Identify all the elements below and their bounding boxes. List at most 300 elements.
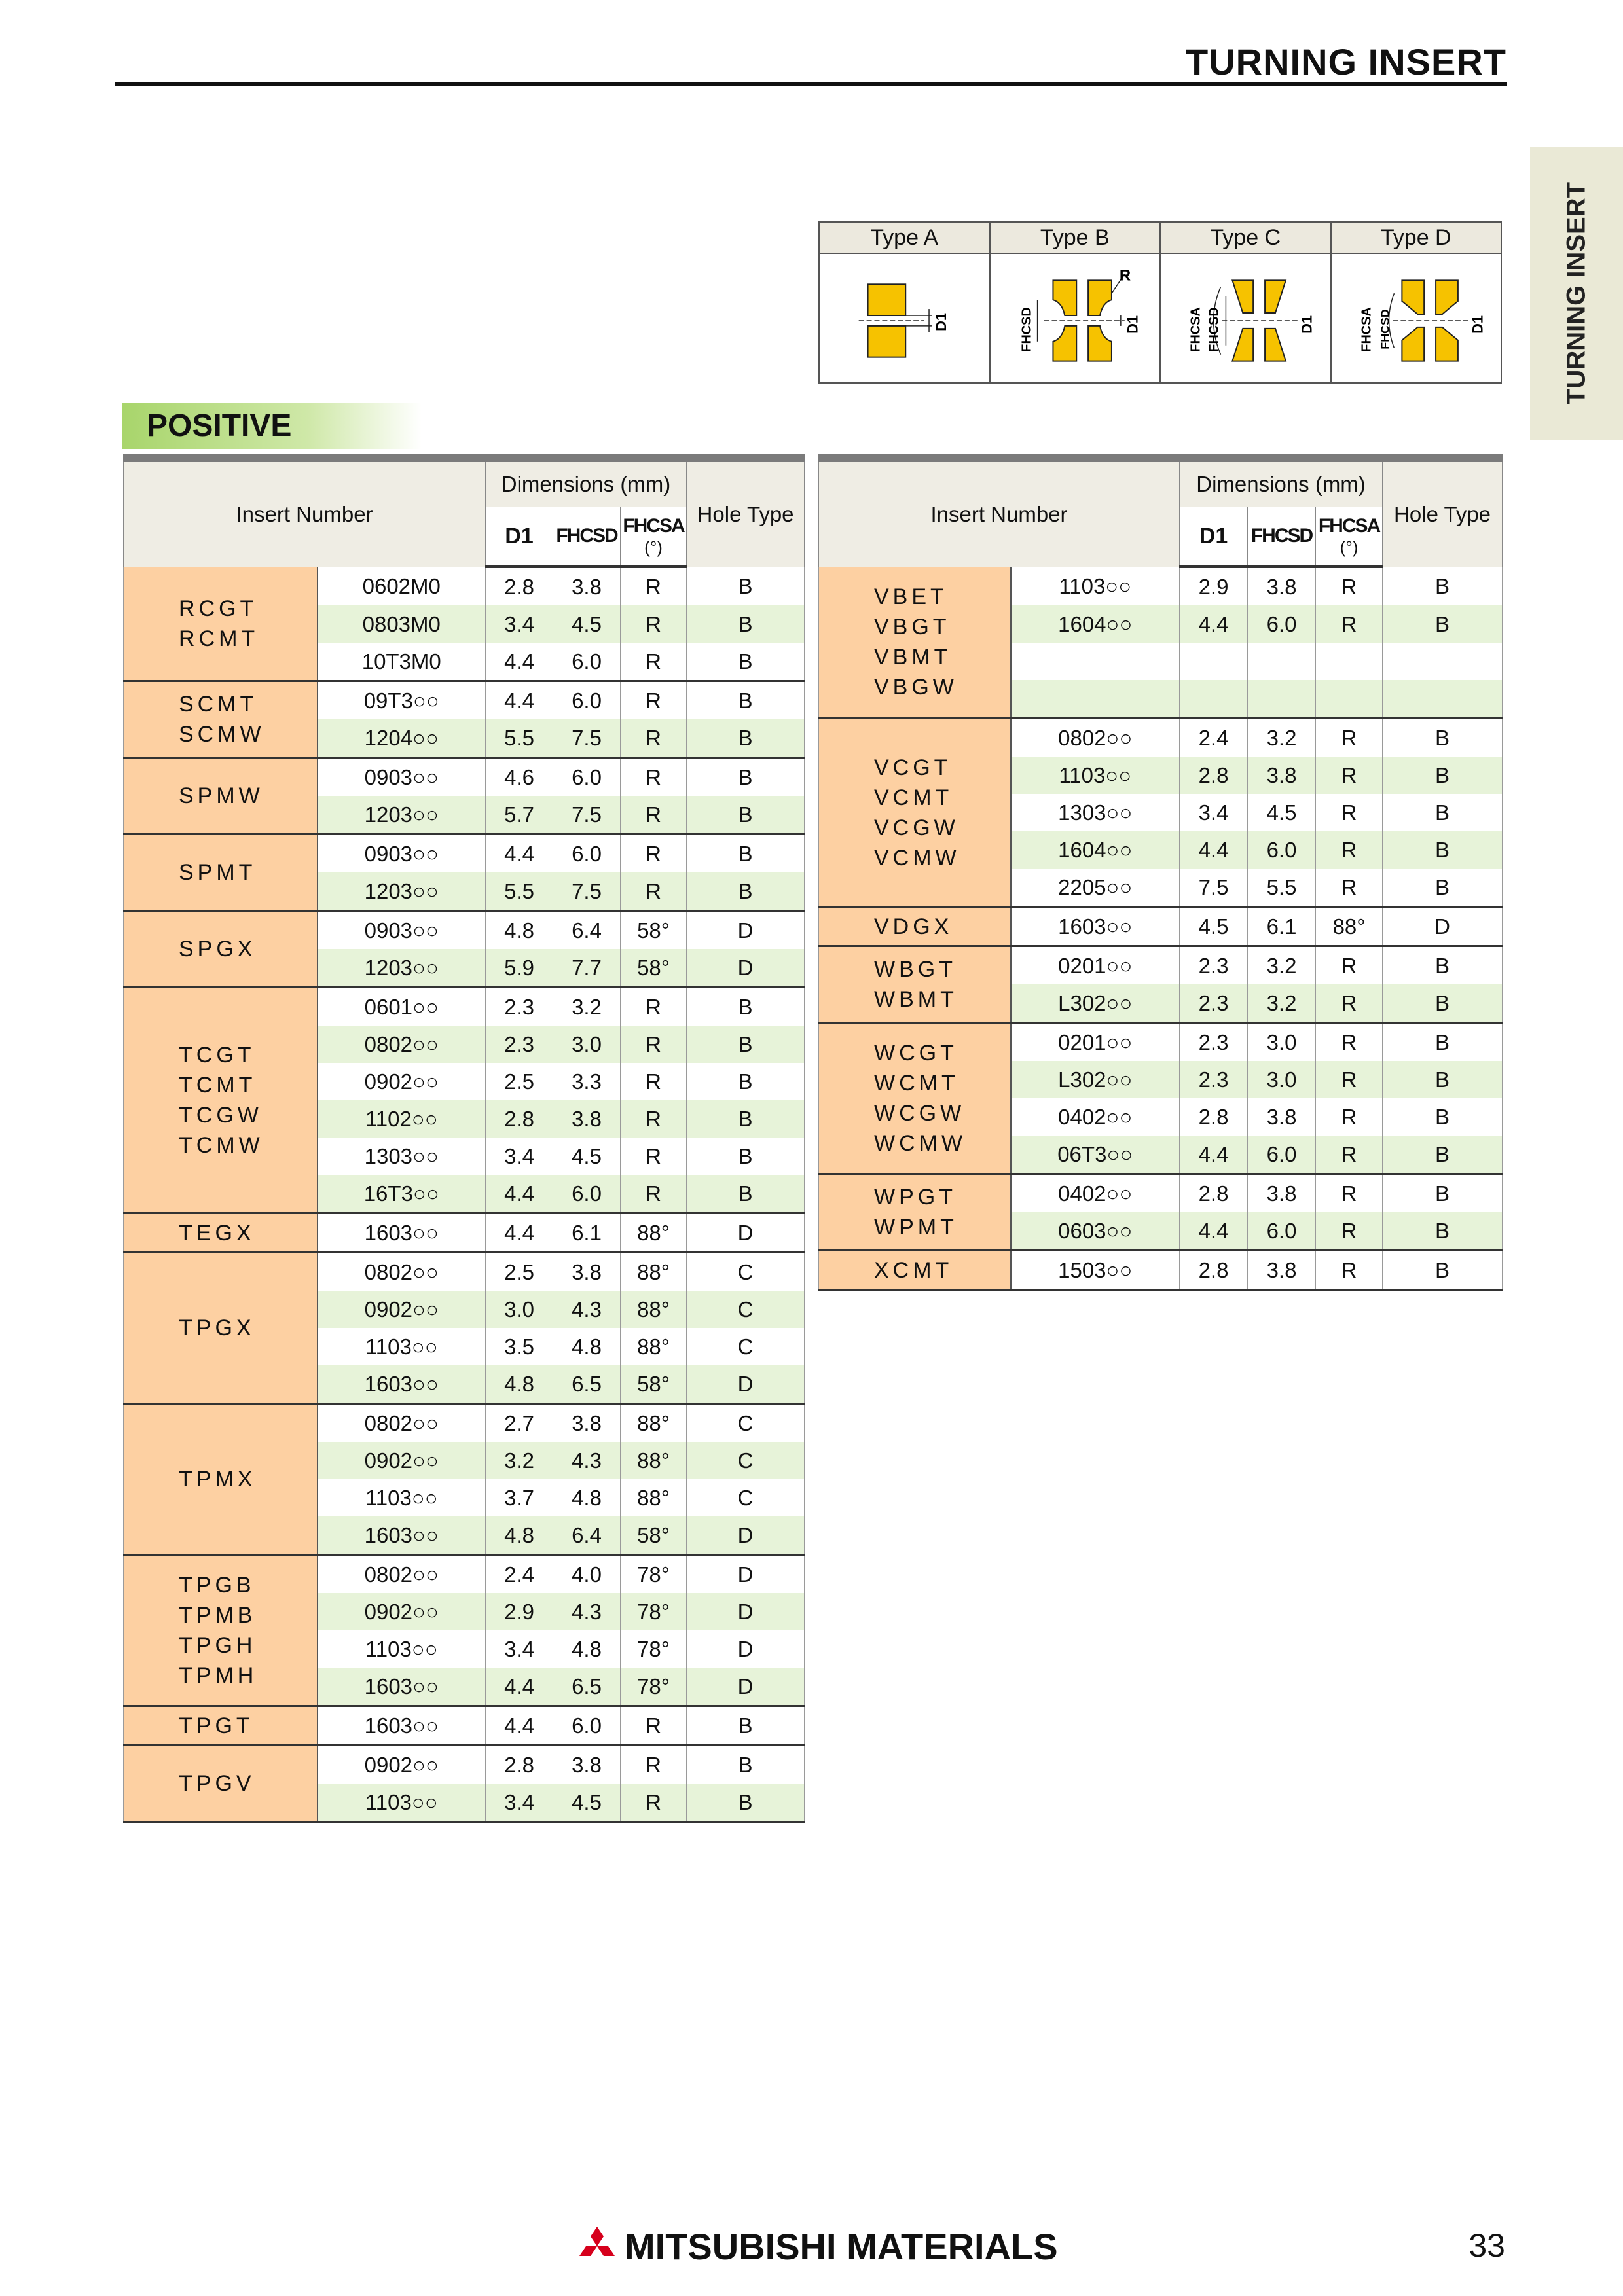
fhcsd-cell: 7.5	[553, 796, 621, 834]
fhcsa-cell: 78°	[621, 1555, 687, 1594]
insert-family-code: VBGW	[874, 675, 958, 700]
insert-family-group	[124, 1555, 805, 1706]
insert-family-cell	[819, 1251, 1011, 1290]
hole-type-cell: D	[687, 949, 805, 988]
d1-cell: 2.7	[486, 1404, 553, 1443]
d1-cell: 2.3	[486, 988, 553, 1026]
fhcsa-cell: R	[1316, 1023, 1383, 1062]
hole-type-cell: D	[687, 1365, 805, 1404]
insert-family-cell	[819, 1174, 1011, 1251]
insert-family-cell	[819, 907, 1011, 946]
mitsubishi-materials-logo	[576, 2225, 1058, 2268]
fhcsd-cell: 4.5	[553, 1784, 621, 1822]
insert-size-cell	[1011, 643, 1180, 680]
d1-cell: 3.4	[486, 605, 553, 643]
hole-type-cell: B	[687, 758, 805, 797]
insert-family-code: WCGT	[874, 1041, 958, 1066]
fhcsa-cell: 88°	[621, 1253, 687, 1291]
logo-text: MITSUBISHI MATERIALS	[625, 2226, 1058, 2267]
insert-family-group	[124, 1746, 805, 1822]
hole-type-d-svg	[1332, 254, 1501, 382]
fhcsd-cell: 6.0	[553, 643, 621, 681]
insert-size-cell: 0201○○	[1011, 946, 1180, 985]
insert-family-code: TCGT	[179, 1043, 255, 1067]
insert-size-cell: 1604○○	[1011, 831, 1180, 869]
hole-type-cell: C	[687, 1328, 805, 1365]
table-row	[124, 1213, 805, 1253]
d1-cell: 4.8	[486, 1516, 553, 1555]
fhcsa-cell: R	[1316, 794, 1383, 831]
fhcsd-cell: 4.3	[553, 1442, 621, 1479]
insert-number-header: Insert Number	[819, 458, 1180, 567]
section-label-positive: POSITIVE	[122, 403, 422, 449]
d1-cell: 4.4	[1180, 1136, 1248, 1174]
hole-type-cell: B	[1383, 794, 1503, 831]
hole-type-cell: D	[687, 1213, 805, 1253]
type-a-label: Type A	[819, 222, 990, 253]
insert-family-code: SPGX	[179, 937, 257, 961]
insert-size-cell: 1303○○	[318, 1138, 486, 1175]
d1-cell: 2.9	[1180, 567, 1248, 605]
fhcsa-cell: 88°	[621, 1442, 687, 1479]
d1-cell: 3.0	[486, 1291, 553, 1328]
insert-size-cell: 0603○○	[1011, 1212, 1180, 1251]
insert-family-group	[819, 1251, 1503, 1290]
insert-size-cell: 1203○○	[318, 949, 486, 988]
d1-cell: 2.4	[1180, 719, 1248, 757]
table-row	[124, 1746, 805, 1784]
d1-cell: 4.4	[486, 681, 553, 720]
insert-family-code: TPGH	[179, 1633, 257, 1658]
insert-size-cell: 0902○○	[318, 1442, 486, 1479]
insert-size-cell: 1103○○	[1011, 757, 1180, 794]
d1-cell: 2.8	[1180, 1251, 1248, 1290]
hole-type-cell: B	[1383, 869, 1503, 907]
fhcsa-header: FHCSA (°)	[621, 507, 687, 567]
fhcsa-cell: R	[1316, 1251, 1383, 1290]
fhcsa-cell: R	[1316, 1061, 1383, 1098]
table-row	[124, 834, 805, 873]
fhcsd-cell: 6.0	[1248, 831, 1316, 869]
hole-type-cell: D	[687, 1555, 805, 1594]
left-insert-table	[123, 454, 805, 1823]
fhcsa-cell: R	[1316, 869, 1383, 907]
svg-text:FHCSA: FHCSA	[1188, 307, 1203, 352]
insert-size-cell: 0802○○	[318, 1404, 486, 1443]
table-row	[124, 1555, 805, 1594]
fhcsd-cell: 4.3	[553, 1593, 621, 1630]
insert-size-cell: 0601○○	[318, 988, 486, 1026]
svg-text:D1: D1	[932, 312, 949, 331]
insert-family-code: SCMW	[179, 722, 265, 747]
hole-type-cell: B	[1383, 1023, 1503, 1062]
insert-family-group	[124, 911, 805, 988]
fhcsd-cell: 3.8	[553, 1404, 621, 1443]
insert-family-group	[819, 567, 1503, 719]
d1-cell: 2.3	[1180, 946, 1248, 985]
insert-size-cell: 1603○○	[318, 1516, 486, 1555]
hole-type-cell: D	[1383, 907, 1503, 946]
insert-family-code: TPGT	[179, 1713, 254, 1738]
fhcsd-cell: 3.0	[553, 1026, 621, 1063]
fhcsa-cell: R	[1316, 984, 1383, 1023]
insert-family-group	[124, 834, 805, 911]
fhcsd-cell: 4.5	[553, 1138, 621, 1175]
type-c-label: Type C	[1160, 222, 1331, 253]
fhcsd-cell: 6.4	[553, 1516, 621, 1555]
fhcsa-cell: 78°	[621, 1668, 687, 1706]
insert-family-cell	[819, 567, 1011, 719]
fhcsa-cell	[1316, 680, 1383, 719]
insert-family-code: TPMX	[179, 1467, 257, 1492]
insert-size-cell: 0902○○	[318, 1291, 486, 1328]
insert-size-cell: 0402○○	[1011, 1098, 1180, 1136]
d1-cell: 3.2	[486, 1442, 553, 1479]
hole-type-cell: B	[1383, 605, 1503, 643]
hole-type-cell: B	[1383, 567, 1503, 605]
hole-type-cell: B	[687, 1706, 805, 1746]
table-row	[124, 1253, 805, 1291]
d1-cell: 2.3	[1180, 1023, 1248, 1062]
insert-size-cell: 1103○○	[318, 1479, 486, 1516]
side-section-tab	[1530, 147, 1623, 440]
svg-text:D1: D1	[1469, 315, 1486, 334]
insert-family-cell	[124, 1253, 318, 1404]
dimensions-header: Dimensions (mm)	[1180, 458, 1383, 507]
insert-size-cell: 0803M0	[318, 605, 486, 643]
hole-type-cell: B	[687, 1746, 805, 1784]
insert-family-cell	[124, 1555, 318, 1706]
d1-cell: 2.3	[1180, 1061, 1248, 1098]
insert-size-cell: 0602M0	[318, 567, 486, 605]
insert-family-code: WPMT	[874, 1215, 958, 1240]
fhcsa-cell: R	[621, 1175, 687, 1213]
hole-type-cell: D	[687, 1593, 805, 1630]
table-row	[124, 567, 805, 605]
insert-family-group	[124, 988, 805, 1213]
hole-type-b-svg	[991, 254, 1160, 382]
hole-type-cell: C	[687, 1291, 805, 1328]
table-row	[819, 946, 1503, 985]
fhcsa-cell: R	[621, 1706, 687, 1746]
hole-type-cell	[1383, 643, 1503, 680]
fhcsa-cell: R	[1316, 757, 1383, 794]
insert-size-cell: 1603○○	[318, 1706, 486, 1746]
fhcsa-cell: R	[621, 605, 687, 643]
hole-type-cell: B	[1383, 946, 1503, 985]
insert-family-code: VCMT	[874, 785, 953, 810]
svg-text:FHCSD: FHCSD	[1377, 309, 1391, 350]
d1-cell: 4.4	[486, 1706, 553, 1746]
insert-size-cell: 0802○○	[318, 1555, 486, 1594]
d1-cell: 2.5	[486, 1063, 553, 1100]
fhcsa-cell: R	[1316, 1212, 1383, 1251]
insert-family-code: VBGT	[874, 615, 951, 640]
d1-cell: 4.8	[486, 911, 553, 950]
d1-cell: 2.8	[486, 567, 553, 605]
insert-family-code: SPMT	[179, 860, 257, 885]
fhcsa-cell: 88°	[621, 1291, 687, 1328]
insert-family-group	[124, 1253, 805, 1404]
fhcsd-cell: 3.2	[1248, 984, 1316, 1023]
fhcsa-cell: 58°	[621, 1365, 687, 1404]
hole-type-cell: B	[1383, 831, 1503, 869]
fhcsa-cell: R	[621, 758, 687, 797]
hole-type-cell: B	[1383, 1098, 1503, 1136]
insert-size-cell: 10T3M0	[318, 643, 486, 681]
insert-family-cell	[124, 1706, 318, 1746]
d1-cell: 4.4	[486, 1175, 553, 1213]
table-row	[124, 1404, 805, 1443]
insert-size-cell: 1103○○	[318, 1328, 486, 1365]
insert-size-cell: 0903○○	[318, 758, 486, 797]
fhcsa-cell: 58°	[621, 911, 687, 950]
fhcsd-cell: 6.4	[553, 911, 621, 950]
insert-family-code: VBMT	[874, 645, 952, 670]
insert-family-cell	[124, 834, 318, 911]
fhcsd-cell: 3.2	[553, 988, 621, 1026]
fhcsd-cell: 3.8	[1248, 1174, 1316, 1213]
fhcsd-header: FHCSD	[1248, 507, 1316, 567]
insert-size-cell: 1603○○	[1011, 907, 1180, 946]
fhcsa-cell: R	[621, 1138, 687, 1175]
fhcsd-cell: 7.5	[553, 719, 621, 758]
fhcsd-cell: 4.0	[553, 1555, 621, 1594]
page-header-title: TURNING INSERT	[1186, 41, 1506, 82]
d1-cell: 3.5	[486, 1328, 553, 1365]
fhcsd-cell: 3.8	[1248, 567, 1316, 605]
fhcsa-cell	[1316, 643, 1383, 680]
insert-family-group	[124, 1404, 805, 1555]
fhcsa-cell: R	[621, 988, 687, 1026]
insert-size-cell: 0802○○	[318, 1026, 486, 1063]
fhcsd-cell: 7.7	[553, 949, 621, 988]
d1-cell: 3.4	[1180, 794, 1248, 831]
svg-text:FHCSA: FHCSA	[1359, 307, 1374, 352]
d1-cell: 5.9	[486, 949, 553, 988]
insert-family-group	[819, 1174, 1503, 1251]
hole-type-cell: B	[687, 1026, 805, 1063]
insert-family-code: RCMT	[179, 626, 259, 651]
hole-type-cell: B	[687, 605, 805, 643]
table-row	[124, 758, 805, 797]
fhcsd-cell: 6.0	[553, 758, 621, 797]
insert-size-cell: 0902○○	[318, 1593, 486, 1630]
insert-family-group	[124, 567, 805, 681]
fhcsd-cell: 3.8	[553, 567, 621, 605]
insert-family-code: WCMT	[874, 1071, 959, 1096]
hole-type-cell: D	[687, 911, 805, 950]
side-tab-label: TURNING INSERT	[1561, 182, 1591, 404]
right-insert-table	[818, 454, 1503, 1291]
table-row	[124, 911, 805, 950]
insert-size-cell: 1303○○	[1011, 794, 1180, 831]
fhcsa-cell: 88°	[621, 1213, 687, 1253]
fhcsa-cell: R	[621, 1026, 687, 1063]
insert-family-group	[124, 758, 805, 834]
d1-cell: 2.5	[486, 1253, 553, 1291]
insert-family-code: RCGT	[179, 596, 258, 621]
header-rule	[115, 82, 1507, 86]
insert-family-cell	[819, 946, 1011, 1023]
hole-type-cell: B	[1383, 1136, 1503, 1174]
fhcsd-cell: 4.8	[553, 1630, 621, 1668]
insert-family-group	[124, 1706, 805, 1746]
insert-size-cell: 16T3○○	[318, 1175, 486, 1213]
insert-size-cell: 1102○○	[318, 1100, 486, 1138]
insert-size-cell: 0903○○	[318, 834, 486, 873]
svg-text:D1: D1	[1124, 315, 1141, 334]
type-d-label: Type D	[1331, 222, 1502, 253]
hole-type-cell: B	[687, 872, 805, 911]
svg-text:R: R	[1119, 266, 1131, 285]
fhcsd-cell: 3.2	[1248, 719, 1316, 757]
d1-cell: 4.4	[486, 1668, 553, 1706]
hole-type-c-svg	[1161, 254, 1330, 382]
hole-type-cell: B	[1383, 1251, 1503, 1290]
fhcsd-cell: 3.8	[1248, 1251, 1316, 1290]
insert-size-cell: L302○○	[1011, 984, 1180, 1023]
insert-family-code: SCMT	[179, 692, 258, 717]
insert-family-cell	[819, 1023, 1011, 1174]
d1-cell: 3.4	[486, 1784, 553, 1822]
fhcsd-cell: 3.8	[553, 1253, 621, 1291]
insert-size-cell: 0802○○	[1011, 719, 1180, 757]
insert-family-code: WBGT	[874, 957, 957, 982]
insert-family-code: VCMW	[874, 845, 960, 870]
svg-text:D1: D1	[1298, 315, 1315, 334]
table-row	[819, 1174, 1503, 1213]
d1-cell: 2.8	[1180, 757, 1248, 794]
d1-cell: 2.8	[486, 1100, 553, 1138]
fhcsd-cell: 6.1	[553, 1213, 621, 1253]
d1-cell: 4.4	[486, 643, 553, 681]
insert-size-cell: 1103○○	[318, 1784, 486, 1822]
fhcsa-cell: R	[1316, 946, 1383, 985]
insert-size-cell: 0903○○	[318, 911, 486, 950]
insert-size-cell: 2205○○	[1011, 869, 1180, 907]
insert-family-code: TCGW	[179, 1103, 263, 1128]
insert-family-code: TPMH	[179, 1663, 258, 1688]
insert-family-code: TCMW	[179, 1133, 264, 1158]
fhcsa-cell: R	[621, 1784, 687, 1822]
fhcsd-cell: 3.0	[1248, 1023, 1316, 1062]
d1-header: D1	[486, 507, 553, 567]
insert-number-header: Insert Number	[124, 458, 486, 567]
fhcsa-cell: R	[621, 643, 687, 681]
fhcsa-cell: R	[1316, 831, 1383, 869]
insert-family-code: XCMT	[874, 1257, 953, 1283]
insert-family-code: WCMW	[874, 1131, 967, 1156]
fhcsa-cell: R	[1316, 1098, 1383, 1136]
hole-type-cell: B	[1383, 1174, 1503, 1213]
d1-cell: 2.8	[1180, 1098, 1248, 1136]
insert-family-cell	[124, 567, 318, 681]
fhcsa-cell: R	[1316, 1174, 1383, 1213]
fhcsa-cell: R	[1316, 719, 1383, 757]
fhcsd-cell	[1248, 680, 1316, 719]
svg-text:FHCSD: FHCSD	[1019, 307, 1034, 352]
fhcsd-cell: 5.5	[1248, 869, 1316, 907]
hole-type-cell: B	[687, 1784, 805, 1822]
insert-size-cell	[1011, 680, 1180, 719]
insert-size-cell: 1204○○	[318, 719, 486, 758]
fhcsa-cell: R	[1316, 605, 1383, 643]
table-row	[124, 988, 805, 1026]
fhcsa-cell: R	[621, 719, 687, 758]
insert-size-cell: 1603○○	[318, 1213, 486, 1253]
table-row	[819, 719, 1503, 757]
insert-family-cell	[124, 1404, 318, 1555]
insert-size-cell: 0201○○	[1011, 1023, 1180, 1062]
fhcsd-cell: 6.0	[1248, 605, 1316, 643]
fhcsa-cell: 78°	[621, 1630, 687, 1668]
d1-cell: 3.7	[486, 1479, 553, 1516]
insert-family-code: WBMT	[874, 987, 958, 1012]
insert-family-code: TPGV	[179, 1771, 255, 1796]
insert-size-cell: 09T3○○	[318, 681, 486, 720]
d1-cell: 3.4	[486, 1138, 553, 1175]
insert-family-cell	[819, 719, 1011, 907]
fhcsd-cell: 6.0	[1248, 1212, 1316, 1251]
hole-type-cell: B	[1383, 719, 1503, 757]
d1-cell: 2.4	[486, 1555, 553, 1594]
insert-size-cell: 0402○○	[1011, 1174, 1180, 1213]
fhcsd-cell: 7.5	[553, 872, 621, 911]
hole-type-cell: B	[687, 796, 805, 834]
hole-type-cell: C	[687, 1253, 805, 1291]
fhcsa-cell: R	[621, 872, 687, 911]
hole-type-cell: B	[687, 1100, 805, 1138]
table-row	[124, 1706, 805, 1746]
type-b-label: Type B	[990, 222, 1161, 253]
insert-family-cell	[124, 1213, 318, 1253]
fhcsd-cell: 3.2	[1248, 946, 1316, 985]
hole-type-cell	[1383, 680, 1503, 719]
hole-type-cell: B	[1383, 1212, 1503, 1251]
fhcsa-cell: 88°	[621, 1328, 687, 1365]
hole-type-cell: B	[687, 1175, 805, 1213]
table-row	[819, 567, 1503, 605]
insert-family-code: SPMW	[179, 783, 264, 808]
fhcsa-cell: R	[621, 681, 687, 720]
d1-cell: 4.4	[1180, 1212, 1248, 1251]
insert-size-cell: 1203○○	[318, 796, 486, 834]
fhcsd-cell: 4.8	[553, 1328, 621, 1365]
insert-size-cell: 0802○○	[318, 1253, 486, 1291]
hole-type-diagram-table	[818, 221, 1502, 384]
mitsubishi-three-diamonds-icon	[576, 2227, 618, 2265]
d1-cell: 2.3	[1180, 984, 1248, 1023]
d1-cell: 4.4	[486, 1213, 553, 1253]
insert-size-cell: 1203○○	[318, 872, 486, 911]
insert-family-code: TPGB	[179, 1573, 255, 1598]
insert-family-code: WPGT	[874, 1185, 957, 1210]
d1-header: D1	[1180, 507, 1248, 567]
hole-type-cell: C	[687, 1479, 805, 1516]
fhcsd-cell: 3.8	[553, 1746, 621, 1784]
fhcsa-cell: 78°	[621, 1593, 687, 1630]
fhcsa-cell: R	[621, 1063, 687, 1100]
hole-type-a-svg	[820, 254, 989, 382]
insert-family-code: TEGX	[179, 1220, 255, 1246]
insert-family-code: TPMB	[179, 1603, 257, 1628]
d1-cell: 4.5	[1180, 907, 1248, 946]
insert-family-code: VCGT	[874, 755, 952, 780]
fhcsa-cell: R	[1316, 1136, 1383, 1174]
insert-family-code: TPGX	[179, 1316, 255, 1340]
hole-type-b-diagram	[990, 253, 1161, 383]
